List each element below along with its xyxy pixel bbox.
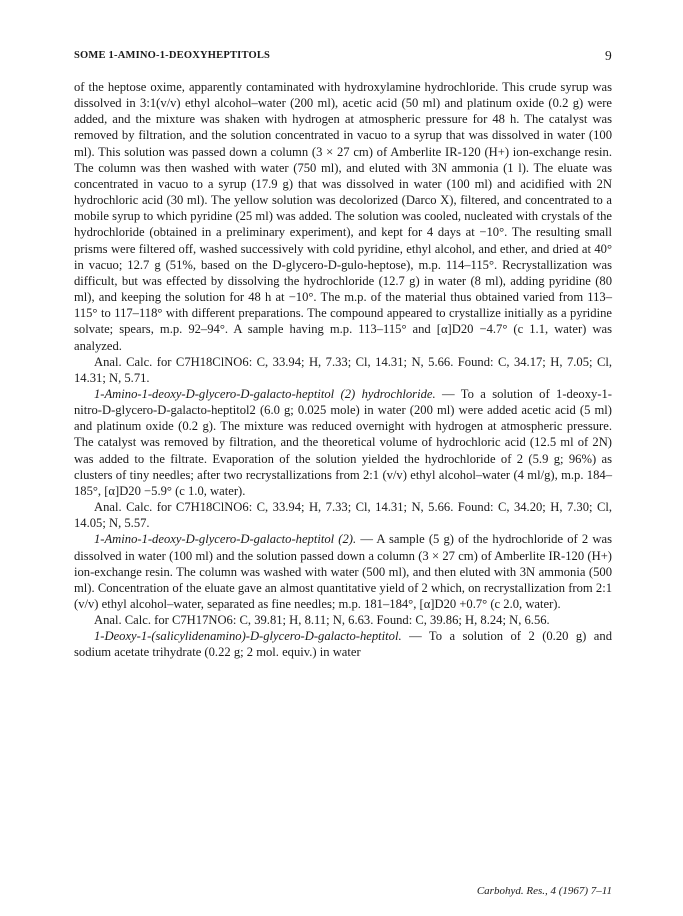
procedure-paragraph: 1-Deoxy-1-(salicylidenamino)-D-glycero-D-galacto-heptitol. — To a solution of 2 (0.20 g) and sodium acetate trihydrate (0.22 g; 2 mol. equiv.) in water (74, 629, 612, 660)
section-heading: 1-Deoxy-1-(salicylidenamino)-D-glycero-D-galacto-heptitol. (94, 629, 402, 644)
page-number: 9 (605, 48, 612, 63)
journal-citation: Carbohyd. Res., 4 (1967) 7–11 (476, 885, 612, 897)
procedure-paragraph: 1-Amino-1-deoxy-D-glycero-D-galacto-heptitol (2). — A sample (5 g) of the hydrochloride of 2 was dissolved in water (100 ml) and the solution passed down a column (3 × 27 cm) of Amberlite IR-120 (H+) ion-exchange resin. The column was washed with water (500 ml), and then eluted with 3N ammonia (500 ml). Concentration of the eluate gave an almost quantitative yield of 2 which, on recrystallization from 2:1 (v/v) ethyl alcohol–water, separated as fine needles; m.p. 181–184°, [α]D20 +0.7° (c 2.0, water). (74, 532, 612, 611)
analysis-paragraph: Anal. Calc. for C7H17NO6: C, 39.81; H, 8.11; N, 6.63. Found: C, 39.86; H, 8.24; N, 6.56. (94, 613, 550, 628)
analysis-paragraph: Anal. Calc. for C7H18ClNO6: C, 33.94; H, 7.33; Cl, 14.31; N, 5.66. Found: C, 34.17; H, 7.05; Cl, 14.31; N, 5.71. (74, 354, 612, 385)
running-title: SOME 1-AMINO-1-DEOXYHEPTITOLS (74, 50, 271, 61)
running-head (74, 50, 612, 61)
procedure-paragraph: 1-Amino-1-deoxy-D-glycero-D-galacto-heptitol (2) hydrochloride. — To a solution of 1-deoxy-1-nitro-D-glycero-D-galacto-heptitol2 (6.0 g; 0.025 mole) in water (200 ml) were added acetic acid (5 ml) and platinum oxide (0.2 g). The mixture was reduced overnight with hydrogen at atmospheric pressure. The catalyst was removed by filtration, and the theoretical volume of hydrochloric acid (12.5 ml of 2N) was added to the filtrate. Evaporation of the solution yielded the hydrochloride of 2 (5.9 g; 96%) as clusters of tiny needles; after two recrystallizations from 2:1 (v/v) ethyl alcohol–water (4 ml/g), m.p. 184–185°, [α]D20 −5.9° (c 1.0, water). (74, 386, 613, 498)
analysis-paragraph: Anal. Calc. for C7H18ClNO6: C, 33.94; H, 7.33; Cl, 14.31; N, 5.66. Found: C, 34.20; H, 7.30; Cl, 14.05; N, 5.57. (74, 500, 612, 531)
section-heading: 1-Amino-1-deoxy-D-glycero-D-galacto-heptitol (2) hydrochloride. (94, 386, 436, 401)
article-body (74, 79, 612, 661)
paragraph-continuation: of the heptose oxime, apparently contaminated with hydroxylamine hydrochloride. This crude syrup was dissolved in 3:1(v/v) ethyl alcohol–water (200 ml), acetic acid (50 ml) and platinum oxide (0.2 g) were added, and the mixture was shaken with hydrogen at atmospheric pressure for 48 h. The catalyst was removed by filtration, and the solution concentrated in vacuo to a syrup that was dissolved in water (100 ml). This solution was passed down a column (3 × 27 cm) of Amberlite IR-120 (H+) ion-exchange resin. The column was then washed with water (750 ml), and eluted with 3N ammonia (1 l). The eluate was concentrated in vacuo to a syrup (17.9 g) that was dissolved in water (100 ml) and acidified with 2N hydrochloric acid (30 ml). The yellow solution was decolorized (Darco X), filtered, and concentrated to a mobile syrup to which pyridine (25 ml) was added. The solution was cooled, nucleated with crystals of the hydrochloride (obtained in a preliminary experiment), and kept for 4 days at −10°. The resulting small prisms were filtered off, washed successively with cold pyridine, ethyl alcohol, and ether, and dried at 40° in vacuo; 12.7 g (51%, based on the D-glycero-D-gulo-heptose), m.p. 114–115°. Recrystallization was difficult, but was effected by dissolving the hydrochloride (12.7 g) in water (8 ml), adding pyridine (80 ml), and keeping the solution for 48 h at −10°. The m.p. of the material thus obtained varied from 113–115° to 117–118° with different preparations. The compound appeared to crystallize initially as a pyridine solvate; spears, m.p. 92–94°. A sample having m.p. 113–115° and [α]D20 −4.7° (c 1.1, water) was analyzed. (74, 80, 612, 353)
section-heading: 1-Amino-1-deoxy-D-glycero-D-galacto-heptitol (2). (94, 532, 357, 547)
